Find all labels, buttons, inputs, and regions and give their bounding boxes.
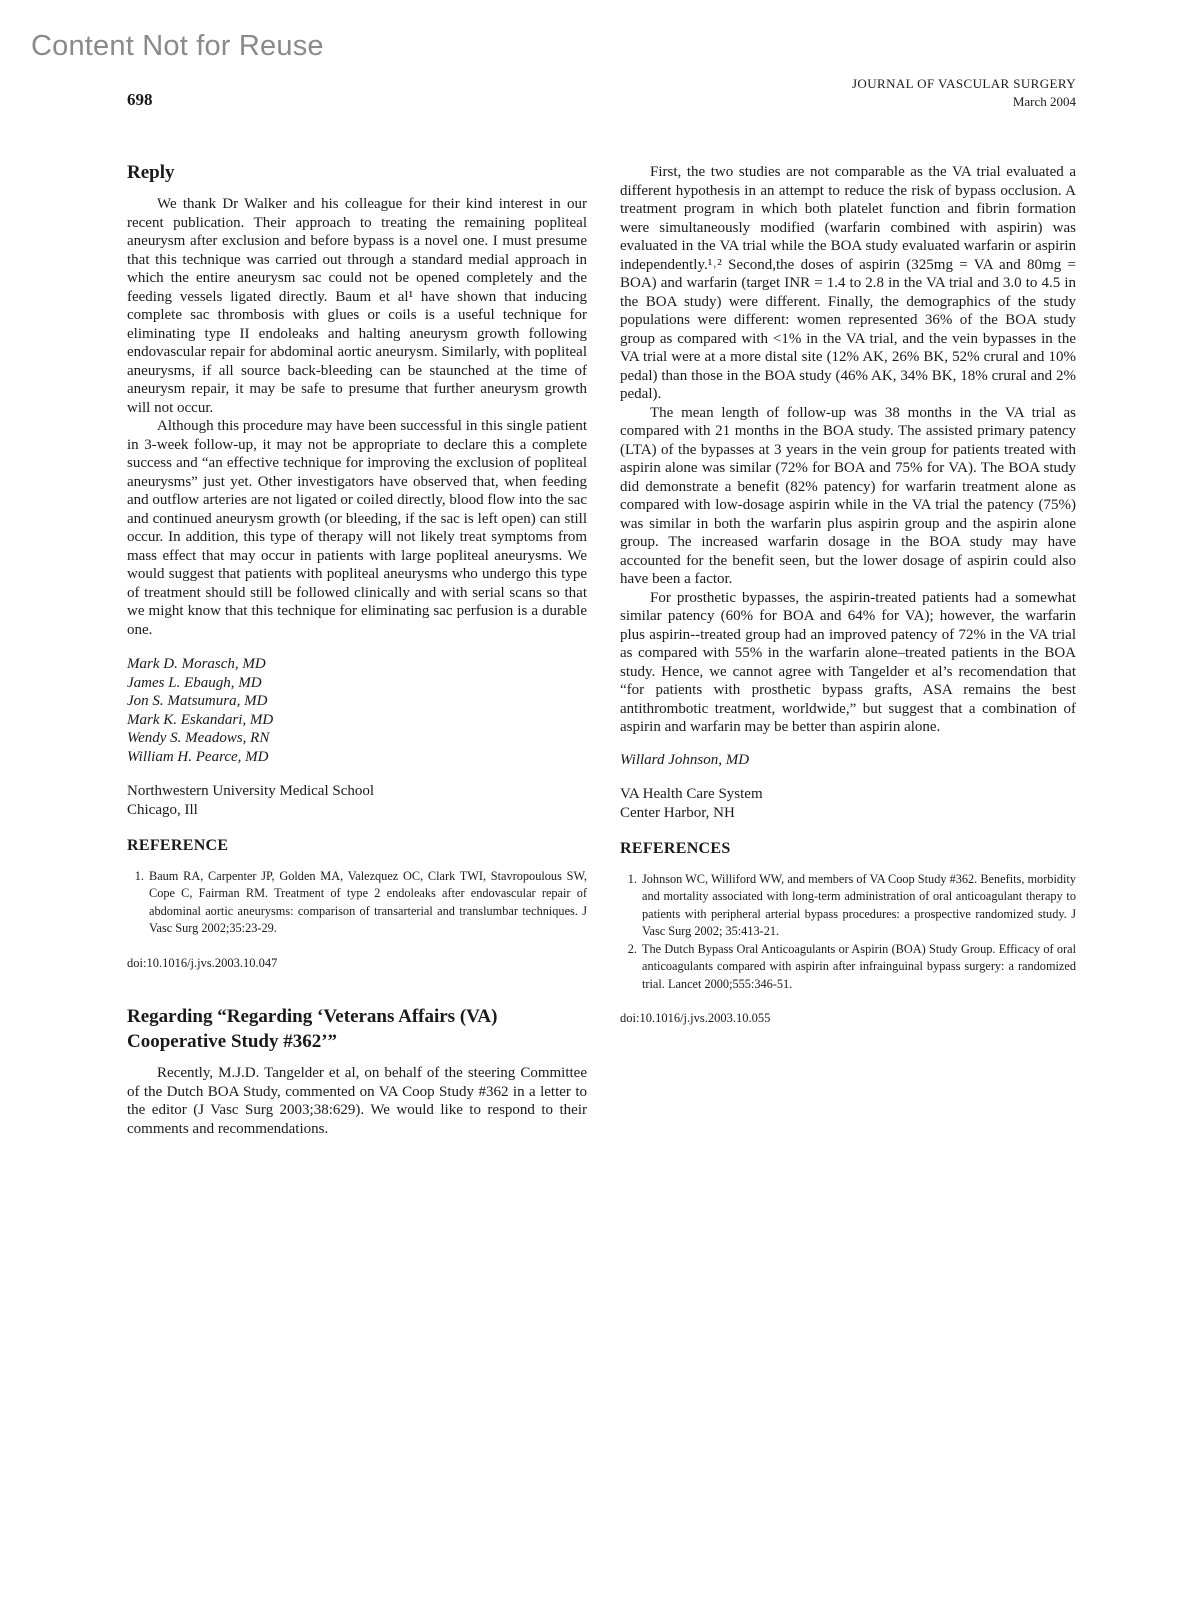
issue-date: March 2004 [1012, 94, 1076, 109]
letter-references-heading: REFERENCES [620, 840, 731, 857]
watermark: Content Not for Reuse [31, 30, 324, 62]
reply-references-heading: REFERENCE [127, 837, 229, 854]
affiliation-line: Northwestern University Medical School [127, 783, 375, 799]
author-name: James L. Ebaugh, MD [127, 674, 262, 691]
affiliation-line: Center Harbor, NH [620, 804, 735, 821]
running-header [852, 75, 1076, 111]
reference-item: 1. Baum RA, Carpenter JP, Golden MA, Valezquez OC, Clark TWI, Stavropoulous SW, Cope C, Fairman RM. Treatment of type 2 endoleaks after endovascular repair of abdominal aortic aneurysms: comparison of transarterial and translumbar techniques. J Vasc Surg 2002;35:23-29. [147, 868, 587, 938]
letter-paragraph-3: For prosthetic bypasses, the aspirin-treated patients had a somewhat similar patency (60% for BOA and 64% for VA); however, the warfarin plus aspirin--treated group had an improved patency of 72% in the VA trial as compared with 55% in the warfarin alone–treated patients in the BOA study. Hence, we cannot agree with Tangelder et al’s recomendation that “for patients with prosthetic bypass grafts, ASA remains the best antithrombotic treatment, worldwide,” but suggest that a combination of aspirin and warfarin may be better than aspirin alone. [620, 589, 1076, 735]
reply-affiliation [127, 782, 587, 819]
letter-author: Willard Johnson, MD [620, 751, 750, 768]
letter-paragraph-1: First, the two studies are not comparable as the VA trial evaluated a different hypothesis in an attempt to reduce the risk of bypass occlusion. A treatment program in which both platelet function and fibrin formation were simultaneously modified (warfarin combined with aspirin) was evaluated in the VA trial while the BOA study evaluated warfarin or aspirin independently.¹˒² Second,the doses of aspirin (325mg = VA and 80mg = BOA) and warfarin (target INR = 1.4 to 2.8 in the VA trial and 3.0 to 4.5 in the BOA study) were different. Finally, the demographics of the study populations were different: women represented 36% of the BOA study group as compared with <1% in the VA trial, and the vein bypasses in the VA trial were at a more distal site (12% AK, 26% BK, 52% crural and 10% pedal) than those in the BOA study (46% AK, 34% BK, 18% crural and 2% pedal). [620, 164, 1076, 402]
letter-title: Regarding “Regarding ‘Veterans Affairs (VA) Cooperative Study #362’” [127, 1006, 498, 1052]
reply-title: Reply [127, 162, 175, 183]
letter-paragraph-2: The mean length of follow-up was 38 months in the VA trial as compared with 21 months in the BOA study. The assisted primary patency (LTA) of the bypasses at 3 years in the vein group for patients treated with aspirin alone was similar (72% for BOA and 75% for VA). The BOA study did demonstrate a benefit (82% patency) for warfarin treatment alone as compared with low-dosage aspirin while in the VA trial the patency (75%) was similar in both the warfarin plus aspirin group and the aspirin alone group. The increased warfarin dosage in the BOA study may have accounted for the benefit seen, but the lower dosage of aspirin could also have been a factor. [620, 404, 1076, 587]
reply-doi: doi:10.1016/j.jvs.2003.10.047 [127, 955, 278, 970]
reference-item: 2. The Dutch Bypass Oral Anticoagulants or Aspirin (BOA) Study Group. Efficacy of oral anticoagulants compared with aspirin after infrainguinal bypass surgery: a randomized trial. Lancet 2000;555:346-51. [640, 941, 1076, 994]
letter-affiliation [620, 785, 1076, 822]
reply-paragraph-2: Although this procedure may have been successful in this single patient in 3-week follow-up, it may not be appropriate to declare this a complete success and “an effective technique for improving the exclusion of popliteal aneurysms” just yet. Other investigators have observed that, when feeding and outflow arteries are not ligated or coiled directly, blood flow into the sac and continued aneurysm growth (or bleeding, if the sac is left open) can still occur. In addition, this type of therapy will not likely treat symptoms from mass effect that may occur in patients with large popliteal aneurysms. We would suggest that patients with popliteal aneurysms who undergo this type of treatment should still be followed clinically and with serial scans so that we might know that this technique for eliminating sac perfusion is a durable one. [127, 418, 587, 638]
letter-intro: Recently, M.J.D. Tangelder et al, on behalf of the steering Committee of the Dutch BOA Study, commented on VA Coop Study #362 in a letter to the editor (J Vasc Surg 2003;38:629). We would like to respond to their comments and recommendations. [127, 1065, 587, 1137]
author-name: Wendy S. Meadows, RN [127, 730, 270, 746]
author-name: Jon S. Matsumura, MD [127, 693, 268, 709]
reference-item: 1. Johnson WC, Williford WW, and members of VA Coop Study #362. Benefits, morbidity and mortality associated with long-term administration of oral anticoagulant therapy to patients with peripheral arterial bypass procedures: a prospective randomized study. J Vasc Surg 2002; 35:413-21. [640, 871, 1076, 941]
page-number: 698 [127, 90, 153, 109]
letter-reference-list [620, 871, 1076, 994]
left-column [127, 160, 587, 1138]
affiliation-line: VA Health Care System [620, 786, 763, 802]
reply-reference-list [127, 868, 587, 938]
journal-name: JOURNAL OF VASCULAR SURGERY [851, 76, 1076, 91]
author-name: Mark D. Morasch, MD [127, 656, 266, 672]
affiliation-line: Chicago, Ill [127, 801, 198, 818]
letter-doi: doi:10.1016/j.jvs.2003.10.055 [620, 1011, 771, 1025]
reply-author-list [127, 655, 587, 766]
author-name: William H. Pearce, MD [127, 748, 269, 765]
right-column [620, 163, 1076, 1028]
author-name: Mark K. Eskandari, MD [127, 711, 274, 728]
reply-paragraph-1: We thank Dr Walker and his colleague for their kind interest in our recent publication. Their approach to treating the remaining popliteal aneurysm after exclusion and before bypass is a novel one. I must presume that this technique was carried out through a standard medial approach in which the entire aneurysm sac could not be opened completely and the feeding vessels ligated directly. Baum et al¹ have shown that inducing complete sac thrombosis with glues or coils is a useful technique for eliminating type II endoleaks and halting aneurysm growth following endovascular repair for abdominal aortic aneurysm. Similarly, with popliteal aneurysms, if all source back-bleeding can be staunched at the time of aneurysm repair, it may be safe to presume that further aneurysm growth will not occur. [127, 196, 587, 416]
letter-section [127, 1004, 587, 1138]
